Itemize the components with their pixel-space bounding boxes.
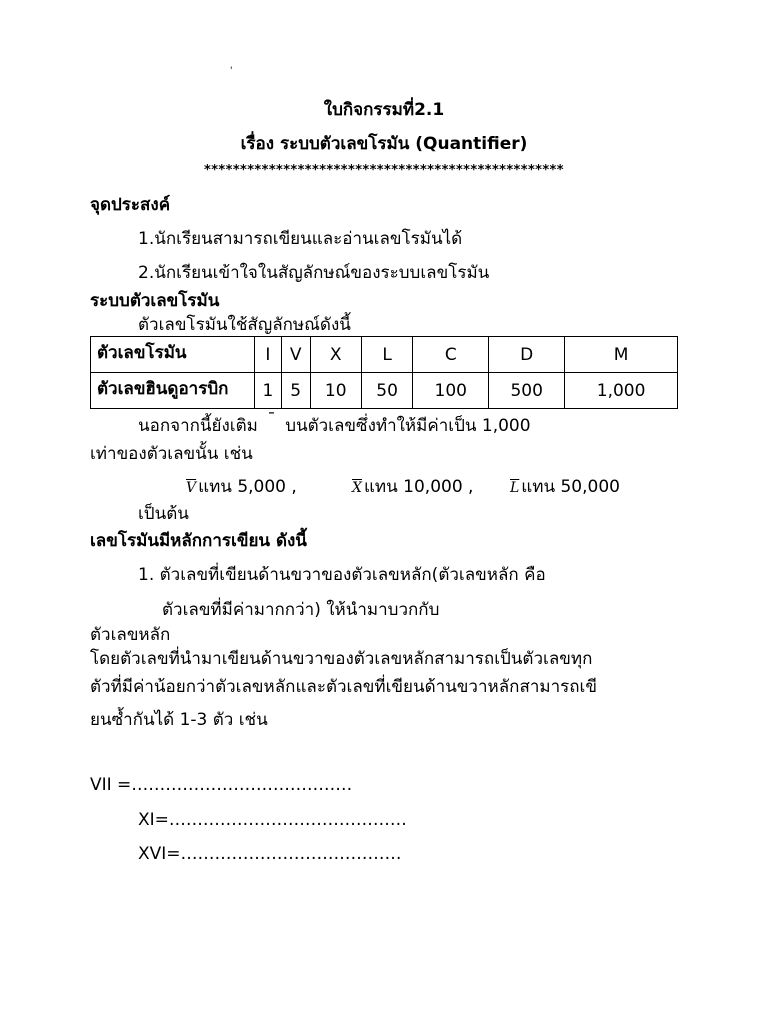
table-cell: X — [310, 337, 361, 373]
system-heading: ระบบตัวเลขโรมัน — [90, 291, 220, 311]
objective-heading: จุดประสงค์ — [90, 195, 171, 215]
example-v — [186, 473, 297, 500]
bar-note-line: เท่าของตัวเลขนั้น เช่น — [90, 444, 253, 464]
table-cell: 5 — [281, 373, 310, 409]
worksheet-title: ใบกิจกรรมที่2.1 — [323, 100, 445, 120]
exercise-line: XI=…………………………………… — [138, 810, 407, 830]
table-row-header: ตัวเลขฮินดูอารบิก — [91, 373, 255, 409]
rule-text: ยนซ้ำกันได้ 1-3 ตัว เช่น — [90, 710, 268, 730]
table-cell: 500 — [489, 373, 565, 409]
bar-note-text: บนตัวเลขซึ่งทำให้มีค่าเป็น 1,000 — [285, 416, 531, 436]
table-cell: 10 — [310, 373, 361, 409]
objective-item: 2.นักเรียนเข้าใจในสัญลักษณ์ของระบบเลขโรมัน — [138, 263, 490, 283]
table-cell: 1 — [255, 373, 282, 409]
example-l — [510, 473, 620, 500]
table-cell: 1,000 — [565, 373, 678, 409]
bar-note-line — [138, 412, 531, 439]
table-cell: 50 — [361, 373, 412, 409]
rules-heading: เลขโรมันมีหลักการเขียน ดังนี้ — [90, 531, 307, 551]
rule-text: ตัวที่มีค่าน้อยกว่าตัวเลขหลักและตัวเลขที่เขียนด้านขวาหลักสามารถเขี — [90, 677, 597, 697]
system-intro: ตัวเลขโรมันใช้สัญลักษณ์ดังนี้ — [138, 315, 351, 335]
rule-text: 1. ตัวเลขที่เขียนด้านขวาของตัวเลขหลัก(ตัวเลขหลัก คือ — [138, 565, 546, 585]
table-row-header: ตัวเลขโรมัน — [91, 337, 255, 373]
table-row — [91, 337, 678, 373]
bar-symbol: ¯ — [267, 410, 276, 430]
roman-numeral-table — [90, 336, 678, 409]
stray-mark: ' — [230, 66, 233, 76]
example-text: แทน 50,000 — [521, 477, 620, 497]
separator-line: ************************************************** — [204, 163, 564, 178]
table-cell: I — [255, 337, 282, 373]
table-cell: V — [281, 337, 310, 373]
etc-text: เป็นต้น — [138, 504, 189, 524]
table-cell: 100 — [413, 373, 489, 409]
rule-text: โดยตัวเลขที่นำมาเขียนด้านขวาของตัวเลขหลักสามารถเป็นตัวเลขทุก — [90, 649, 593, 669]
roman-symbol: $\overline{L}$ — [510, 480, 520, 496]
worksheet-subtitle: เรื่อง ระบบตัวเลขโรมัน (Quantifier) — [240, 134, 528, 154]
exercise-line: XVI=………………………………… — [138, 844, 402, 864]
example-x — [352, 473, 473, 500]
rule-text: ตัวเลขที่มีค่ามากกว่า) ให้นำมาบวกกับ — [162, 600, 440, 620]
table-cell: L — [361, 337, 412, 373]
exercise-line: VII =………………………………… — [90, 775, 353, 795]
objective-item: 1.นักเรียนสามารถเขียนและอ่านเลขโรมันได้ — [138, 229, 463, 249]
table-cell: C — [413, 337, 489, 373]
bar-note-text: นอกจากนี้ยังเติม — [138, 416, 258, 436]
roman-symbol: $\overline{V}$ — [186, 480, 197, 496]
example-text: แทน 10,000 , — [363, 477, 474, 497]
example-text: แทน 5,000 , — [198, 477, 297, 497]
table-cell: D — [489, 337, 565, 373]
table-cell: M — [565, 337, 678, 373]
rule-text: ตัวเลขหลัก — [90, 625, 171, 645]
roman-symbol: $\overline{X}$ — [352, 480, 362, 496]
table-row — [91, 373, 678, 409]
